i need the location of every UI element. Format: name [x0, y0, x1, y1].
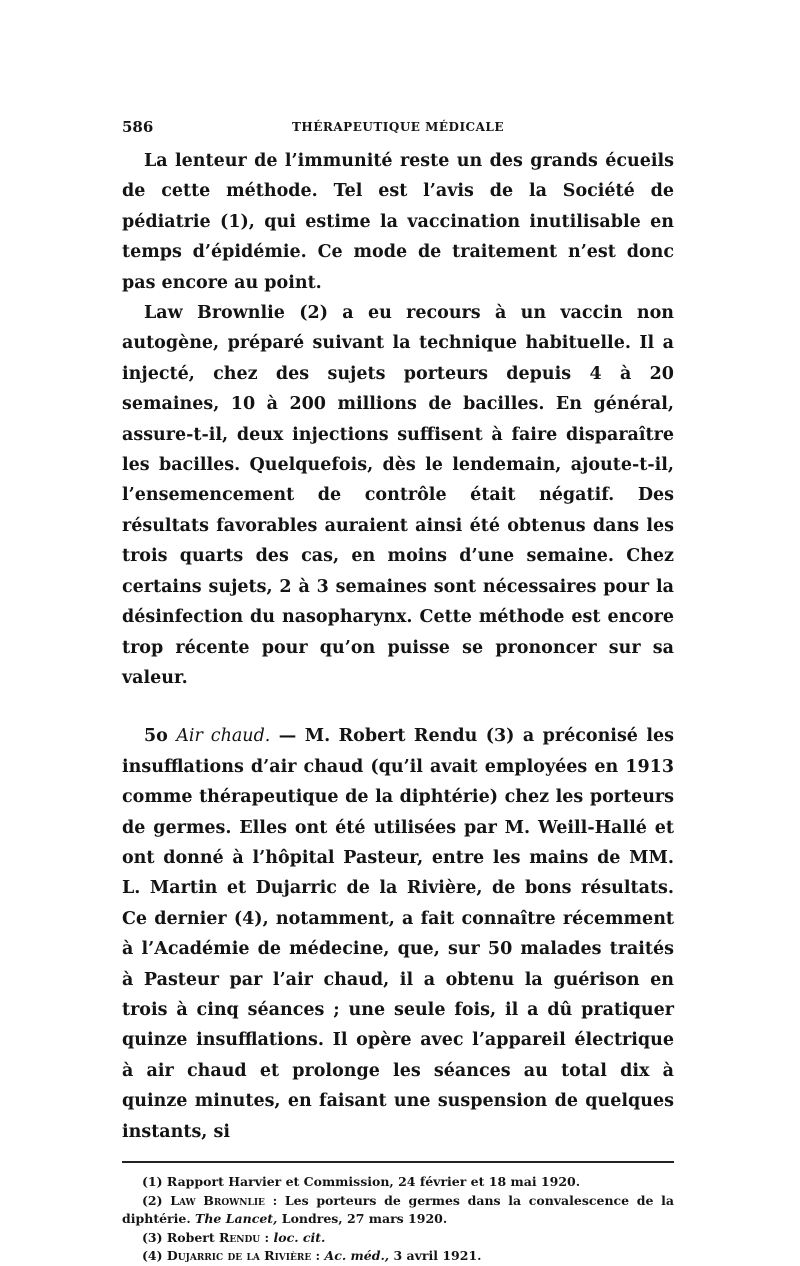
footnote-journal: The Lancet, — [195, 1211, 278, 1226]
paragraph-air-chaud — [122, 721, 674, 1147]
footnote-text: Les porteurs de germes dans la convalescence de la diphtérie. — [122, 1192, 674, 1226]
footnote-ref: loc. cit. — [273, 1229, 326, 1245]
footnote-3 — [122, 1229, 674, 1248]
footnote-rest: Londres, 27 mars 1920. — [277, 1211, 448, 1226]
footnote-marker: (1) — [142, 1174, 163, 1189]
footnote-marker: (3) — [142, 1229, 163, 1245]
paragraph-immunity: La lenteur de l’immunité reste un des grands écueils de cette méthode. Tel est l’avis de la Société de pédiatrie (1), qui estime la vaccination inutilisable en temps d’épidémie. Ce mode de traitement n’est donc pas encore au point. — [122, 151, 674, 293]
footnote-separator: : — [311, 1248, 325, 1263]
footnotes — [122, 1173, 674, 1266]
footnote-text: Rapport Harvier et Commission, 24 février et 18 mai 1920. — [166, 1174, 581, 1189]
footnote-marker: (2) — [142, 1192, 163, 1208]
footnote-author: Law Brownlie — [170, 1192, 265, 1208]
footnote-ref: Ac. méd., — [324, 1248, 390, 1263]
section-title: Air chaud. — [176, 726, 271, 747]
book-page — [122, 112, 674, 1266]
footnote-separator: : — [264, 1192, 285, 1208]
footnote-4 — [122, 1247, 674, 1266]
section-text: M. Robert Rendu (3) a préconisé les insufflations d’air chaud (qu’il avait employées en 1913 comme thérapeutique de la diphtérie) chez les porteurs de germes. Elles ont été utilisées par M. Weill-Hallé et ont donné à l’hôpital Pasteur, entre les mains de MM. L. Martin et Dujarric de la Rivière, de bons résultats. Ce dernier (4), notamment, a fait connaître récemment à l’Académie de médecine, que, sur 50 malades traités à Pasteur par l’air chaud, il a obtenu la guérison en trois à cinq séances ; une seule fois, il a dû pratiquer quinze insufflations. Il opère avec l’appareil électrique à air chaud et prolonge les séances au total dix à quinze minutes, en faisant une suspension de quelques instants, si — [122, 726, 674, 1142]
footnote-1 — [122, 1173, 674, 1192]
footnote-rule — [122, 1161, 674, 1163]
footnote-separator: : — [260, 1229, 274, 1245]
footnote-pre: Robert — [166, 1229, 220, 1245]
footnote-rest: 3 avril 1921. — [389, 1248, 482, 1263]
footnote-marker: (4) — [142, 1248, 163, 1263]
section-dash: — — [270, 726, 305, 747]
footnote-author: Dujarric de la Rivière — [166, 1248, 312, 1263]
section-number: 5o — [144, 726, 168, 747]
footnote-2 — [122, 1192, 674, 1229]
page-header — [122, 112, 674, 146]
footnote-author: Rendu — [219, 1229, 261, 1245]
paragraph-brownlie: Law Brownlie (2) a eu recours à un vaccin non autogène, préparé suivant la technique habituelle. Il a injecté, chez des sujets porteurs depuis 4 à 20 semaines, 10 à 200 millions de bacilles. En général, assure-t-il, deux injections suffisent à faire disparaître les bacilles. Quelquefois, dès le lendemain, ajoute-t-il, l’ensemencement de contrôle était négatif. Des résultats favorables auraient ainsi été obtenus dans les trois quarts des cas, en moins d’une semaine. Chez certains sujets, 2 à 3 semaines sont nécessaires pour la désinfection du nasopharynx. Cette méthode est encore trop récente pour qu’on puisse se prononcer sur sa valeur. — [122, 303, 674, 688]
running-title: THÉRAPEUTIQUE MÉDICALE — [291, 120, 504, 134]
page-number: 586 — [122, 118, 154, 136]
